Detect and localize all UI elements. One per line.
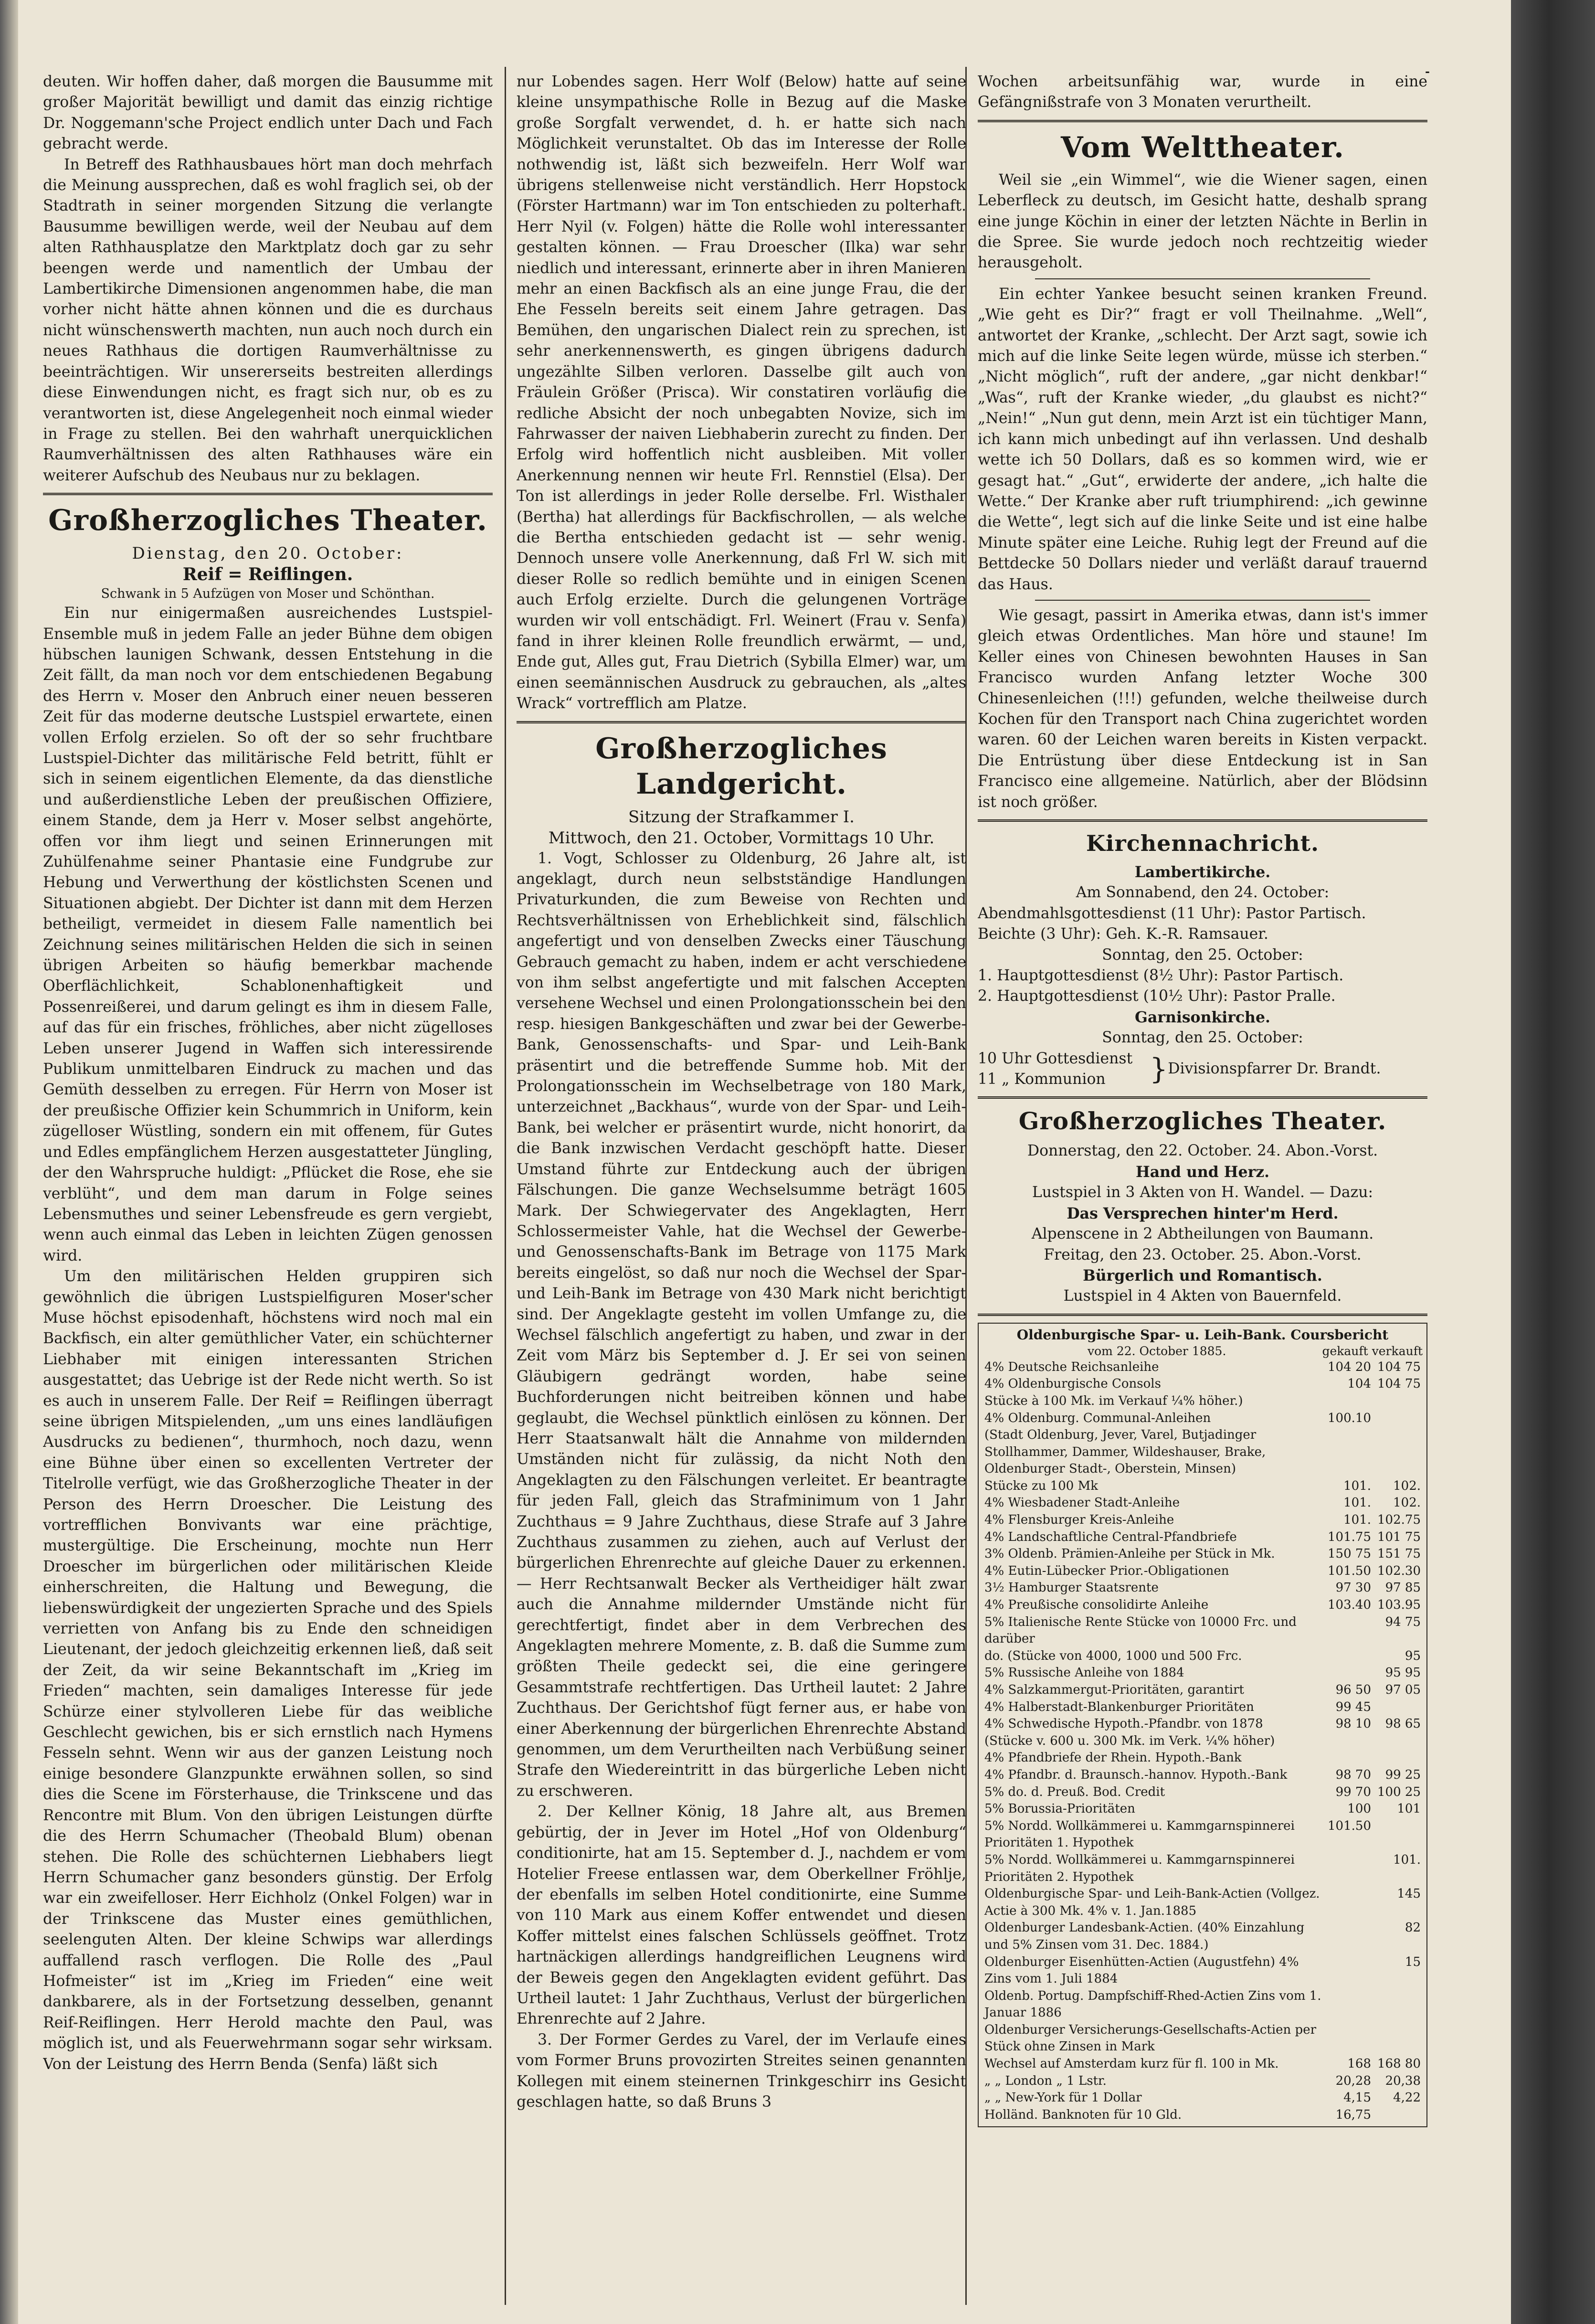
course-bought: 101. xyxy=(1343,1496,1371,1510)
course-name: Wechsel auf Amsterdam kurz für fl. 100 in Mk. xyxy=(984,2057,1279,2071)
church-garnison-services xyxy=(978,1049,1427,1090)
course-name: 5% Nordd. Wollkämmerei u. Kammgarnspinnerei Prioritäten 1. Hypothek xyxy=(984,1818,1295,1850)
course-sold: 97 05 xyxy=(1385,1683,1421,1697)
section-divider xyxy=(43,493,493,495)
church-service-line: 10 Uhr Gottesdienst xyxy=(978,1050,1133,1067)
course-bought: 150 75 xyxy=(1328,1547,1371,1561)
course-row xyxy=(982,1529,1423,1546)
welttheater-heading: Vom Welttheater. xyxy=(1061,130,1344,164)
church-service-line: 11 „ Kommunion xyxy=(978,1071,1106,1088)
course-report-date: vom 22. October 1885. xyxy=(1088,1344,1226,1358)
course-row xyxy=(982,1580,1423,1597)
course-name: Oldenburger Versicherungs-Gesellschafts-Actien per Stück ohne Zinsen in Mark xyxy=(984,2022,1317,2054)
brace-glyph: } xyxy=(1150,1052,1168,1086)
course-col-sold: verkauft xyxy=(1372,1344,1423,1358)
course-row xyxy=(982,1427,1423,1478)
course-report-title: Oldenburgische Spar- u. Leih-Bank. Coursbericht xyxy=(1016,1326,1389,1343)
welttheater-item-2: Ein echter Yankee besucht seinen kranken Freund. „Wie geht es Dir?“ fragt er voll Theilnahme. „Well“, antwortet der Kranke, „schlecht. Der Arzt sagt, sowie ich mich auf die linke Seite legen würde, müsse ich sterben.“ „Nicht möglich“, ruft der andere, „gar nicht denkbar!“ „Was“, ruft der Kranke wieder, „du glaubst es nicht?“ „Nein!“ „Nun gut denn, mein Arzt ist ein tüchtiger Mann, ich kann mich unbedingt auf ihn verlassen. Und deshalb wette ich 50 Dollars, daß es so kommen wird, wie er gesagt hat.“ „Gut“, erwiderte der andere, „ich halte die Wette.“ Der Kranke aber ruft triumphirend: „ich gewinne die Wette“, legt sich auf die linke Seite und ist eine halbe Minute später eine Leiche. Ruhig legt der Freund auf die Bettdecke 50 Dollars nieder und verläßt darauf trauernd das Haus. xyxy=(978,285,1427,593)
course-row xyxy=(982,1665,1423,1682)
course-row xyxy=(982,1818,1423,1852)
course-bought xyxy=(1323,1954,1373,1988)
course-sold: 95 95 xyxy=(1385,1666,1421,1680)
course-sold: 99 25 xyxy=(1385,1767,1421,1782)
course-col-bought: gekauft xyxy=(1322,1344,1368,1358)
course-bought xyxy=(1323,2022,1373,2056)
course-name: 5% do. d. Preuß. Bod. Credit xyxy=(984,1784,1165,1799)
course-name: (Stücke v. 600 u. 300 Mk. im Verk. ¼% höher) xyxy=(984,1733,1275,1748)
theater-announcement-play: Hand und Herz. xyxy=(1135,1163,1270,1181)
theater-review-1: Ein nur einigermaßen ausreichendes Lustspiel-Ensemble muß in jedem Falle an jeder Bühne dem obigen hübschen launigen Schwank, dessen Entstehung in die Zeit fällt, da man noch vor dem entschiedenen Begabung des Herrn v. Moser den Anbruch einer neuen besseren Zeit für das moderne deutsche Lustspiel erwartete, einen vollen Erfolg erzielen. So oft der so sehr fruchtbare Lustspiel-Dichter das militärische Feld betritt, fühlt er sich in seinem eigentlichen Elemente, da das dienstliche und außerdienstliche Leben der preußischen Offiziere, einem Stande, dem ja Herr v. Moser selbst angehörte, offen vor ihm liegt und seinen Erinnerungen mit Zuhülfenahme seiner Phantasie eine Fundgrube zur Hebung und Verwerthung der köstlichsten Scenen und Situationen abgiebt. Der Dichter ist dann mit dem Herzen betheiligt, vermeidet in diesem Falle namentlich bei Zeichnung seines militärischen Helden die sich in seinen übrigen Arbeiten so häufig bemerkbar machende Oberflächlichkeit, Schablonenhaftigkeit und Possenreißerei, und darum gelingt es ihm in diesem Falle, auf das für ein frisches, fröhliches, aber nicht zügelloses Leben unserer Jugend in Waffen sich interessirende Publikum unmittelbaren Eindruck zu machen und das Gemüth desselben zu erregen. Für Herrn von Moser ist der preußische Offizier kein Schummrich in Uniform, kein zügelloser Wüstling, sondern ein mit offenem, für Gutes und Edles empfänglichem Herzen ausgestatteter Jüngling, der den Wahrspruche huldigt: „Pflücket die Rose, ehe sie verblüht“, und dem man darum in Folge seines Lebensmuthes und seiner Lebensfreude es gern vergiebt, wenn auch einmal das Leben in leichten Zügen genossen wird. xyxy=(43,605,493,1264)
course-name: 4% Flensburger Kreis-Anleihe xyxy=(984,1513,1174,1528)
course-sold xyxy=(1373,1733,1423,1750)
course-name: Stücke à 100 Mk. im Verkauf ¼% höher.) xyxy=(984,1393,1243,1408)
course-name: 4% Halberstadt-Blankenburger Prioritäten xyxy=(984,1699,1254,1714)
course-bought: 4,15 xyxy=(1343,2091,1371,2105)
item-divider xyxy=(1035,600,1370,601)
section-divider xyxy=(978,1096,1427,1099)
course-row xyxy=(982,2090,1423,2107)
course-bought xyxy=(1323,1648,1373,1665)
course-name: 4% Salzkammergut-Prioritäten, garantirt xyxy=(984,1683,1244,1697)
theater-play-subtitle: Schwank in 5 Aufzügen von Moser und Schönthan. xyxy=(101,586,435,602)
church-name-lamberti: Lambertikirche. xyxy=(1134,863,1271,881)
course-name: Oldenburger Landesbank-Actien. (40% Einzahlung und 5% Zinsen vom 31. Dec. 1884.) xyxy=(984,1921,1305,1952)
course-name: 4% Oldenburg. Communal-Anleihen xyxy=(984,1411,1211,1425)
course-name: Stücke zu 100 Mk xyxy=(984,1478,1098,1493)
course-name: „ „ New-York für 1 Dollar xyxy=(984,2091,1142,2105)
course-row xyxy=(982,1716,1423,1733)
course-sold: 94 75 xyxy=(1385,1614,1421,1629)
theater-review-continued: nur Lobendes sagen. Herr Wolf (Below) hatte auf seine kleine unsympathische Rolle in Bezug auf die Maske große Sorgfalt verwendet, d. h. er hatte sich nach Möglichkeit verunstaltet. Ob das im Interesse der Rolle nothwendig ist, läßt sich bezweifeln. Herr Wolf war übrigens stellenweise nicht verständlich. Herr Hopstock (Förster Hartmann) war im Ton entschieden zu polterhaft. Herr Nyil (v. Folgen) hätte die Rolle wohl interessanter gestalten können. — Frau Droescher (Ilka) war sehr niedlich und interessant, erinnerte aber in ihren Manieren mehr an einen Backfisch als an eine junge Frau, die der Ehe Fesseln bereits seit einem Jahre getragen. Das Bemühen, den ungarischen Dialect rein zu sprechen, ist sehr anerkennenswerth, es gingen übrigens dadurch ungezählte Silben verloren. Dasselbe gilt auch von Fräulein Größer (Prisca). Wir constatiren vorläufig die redliche Absicht der noch unbegabten Novize, sich im Fahrwasser der naiven Liebhaberin zurecht zu finden. Der Erfolg wird hoffentlich nicht ausbleiben. Mit voller Anerkennung nennen wir heute Frl. Rennstiel (Elsa). Der Ton ist allerdings in jeder Rolle derselbe. Frl. Wisthaler (Bertha) hat allerdings für Backfischrollen, — als welche die Bertha entschieden gedacht ist — sehr wenig. Dennoch unsere volle Anerkennung, daß Frl W. sich mit dieser Rolle so redlich bemühte und in einigen Scenen auch Erfolg erzielte. Durch die gelungenen Vorträge wurden wir voll entschädigt. Frl. Weinert (Frau v. Senfa) fand in ihrer kleinen Rolle freundlich erwärmt, — und, Ende gut, Alles gut, Frau Dietrich (Sybilla Elmer) war, um einen seemännischen Ausdruck zu gebrauchen, als „altes Wrack“ vortrefflich am Platze. xyxy=(517,73,966,712)
theater-announcement-line: Lustspiel in 4 Akten von Bauernfeld. xyxy=(1063,1287,1342,1305)
course-row xyxy=(982,1682,1423,1699)
course-sold xyxy=(1373,1988,1423,2022)
church-service-preacher: Divisionspfarrer Dr. Brandt. xyxy=(1168,1060,1381,1078)
course-name: 4% Landschaftliche Central-Pfandbriefe xyxy=(984,1529,1237,1544)
course-row xyxy=(982,1614,1423,1648)
landgericht-date: Mittwoch, den 21. October, Vormittags 10 Uhr. xyxy=(548,828,935,848)
section-divider xyxy=(978,120,1427,122)
column-3 xyxy=(978,72,1427,2305)
course-bought: 100 xyxy=(1347,1802,1371,1816)
course-row xyxy=(982,1597,1423,1614)
course-sold xyxy=(1373,2022,1423,2056)
column-rule-1 xyxy=(505,67,506,2305)
book-binding xyxy=(1511,0,1595,2324)
church-service-line: 2. Hauptgottesdienst (10½ Uhr): Pastor Pralle. xyxy=(978,987,1336,1005)
course-sold: 102.30 xyxy=(1377,1563,1421,1578)
court-case-3-continued: Wochen arbeitsunfähig war, wurde in eine Gefängnißstrafe von 3 Monaten verurtheilt. xyxy=(978,73,1427,111)
course-row xyxy=(982,1733,1423,1750)
course-bought xyxy=(1323,1852,1373,1886)
article-rathhausbau: In Betreff des Rathhausbaues hört man doch mehrfach die Meinung aussprechen, daß es wohl fraglich sei, ob der Stadtrath in seiner morgenden Sitzung die verlangte Bausumme bewilligen werde, weil der Neubau auf dem alten Rathhausplatze den Marktplatz doch gar zu sehr beengen werde und namentlich der Umbau der Lambertikirche Dimensionen angenommen habe, die man vorher nicht hätte ahnen können und die es durchaus nicht wünschenswerth machten, nun auch noch durch ein neues Rathhaus die dortigen Raumverhältnisse zu beeinträchtigen. Wir unsererseits bestreiten allerdings diese Einwendungen nicht, es fragt sich nur, ob es zu verantworten ist, diese Angelegenheit noch einmal wieder in Frage zu stellen. Bei den wahrhaft unerquicklichen Raumverhältnissen des alten Rathhauses wäre ein weiterer Aufschub des Neubaus nur zu beklagen. xyxy=(43,156,493,484)
course-bought xyxy=(1323,1393,1373,1410)
theater-announcement-line: Lustspiel in 3 Akten von H. Wandel. — Dazu: xyxy=(1032,1184,1373,1201)
theater-announcement-line: Freitag, den 23. October. 25. Abon.-Vorst. xyxy=(1044,1246,1362,1263)
landgericht-heading: Großherzogliches Landgericht. xyxy=(595,732,887,801)
course-bought: 103.40 xyxy=(1328,1598,1371,1613)
course-row xyxy=(982,2073,1423,2090)
course-name: 4% Oldenburgische Consols xyxy=(984,1377,1161,1391)
court-case-2: 2. Der Kellner König, 18 Jahre alt, aus Bremen gebürtig, der in Jever im Hotel „Hof von Oldenburg“ conditionirte, hat am 15. September d. J., nachdem er vom Hotelier Freese entlassen war, dem Oberkellner Fröhlje, der ebenfalls im selben Hotel conditionirte, eine Summe von 110 Mark aus einem Koffer entwendet und diesen Koffer mittelst eines falschen Schlüssels geöffnet. Trotz hartnäckigen allerdings handgreiflichen Leugnens wird der Beweis gegen den Angeklagten evident geführt. Das Urtheil lautet: 1 Jahr Zuchthaus, Verlust der bürgerlichen Ehrenrechte auf 2 Jahre. xyxy=(517,1803,966,2028)
course-name: 5% Russische Anleihe von 1884 xyxy=(984,1666,1184,1680)
course-bought: 101.50 xyxy=(1328,1563,1371,1578)
article-intro: deuten. Wir hoffen daher, daß morgen die Bausumme mit großer Majorität bewilligt und damit das einzig richtige Dr. Noggemann'sche Project endlich unter Dach und Fach gebracht werde. xyxy=(43,73,493,153)
course-row xyxy=(982,1393,1423,1410)
course-row xyxy=(982,1376,1423,1393)
course-row xyxy=(982,1767,1423,1784)
theater-heading: Großherzogliches Theater. xyxy=(48,504,487,538)
welttheater-item-1: Weil sie „ein Wimmel“, wie die Wiener sagen, einen Leberfleck zu deutsch, im Gesicht hatte, deshalb sprang eine junge Köchin in einer der letzten Nächte in Berlin in die Spree. Sie wurde jedoch noch rechtzeitig wieder herausgeholt. xyxy=(978,171,1427,272)
course-row xyxy=(982,1512,1423,1529)
course-bought xyxy=(1323,1427,1373,1478)
course-row xyxy=(982,2022,1423,2056)
course-sold: 101 75 xyxy=(1377,1529,1421,1544)
course-name: 3% Oldenb. Prämien-Anleihe per Stück in Mk. xyxy=(984,1547,1275,1561)
course-sold: 4,22 xyxy=(1393,2091,1421,2105)
course-name: Oldenburger Eisenhütten-Actien (Augustfehn) 4% Zins vom 1. Juli 1884 xyxy=(984,1954,1299,1986)
course-row xyxy=(982,2107,1423,2124)
course-name: Oldenb. Portug. Dampfschiff-Rhed-Actien Zins vom 1. Januar 1886 xyxy=(984,1988,1321,2020)
page-gutter-shadow xyxy=(0,0,18,2324)
course-bought xyxy=(1323,1733,1373,1750)
theater-review-2: Um den militärischen Helden gruppiren sich gewöhnlich die übrigen Lustspielfiguren Moser'scher Muse höchst episodenhaft, höchstens wird noch mal ein Backfisch, ein alter gemüthlicher Vater, ein schüchterner Liebhaber mit einigen interessanten Strichen ausgestattet; das Uebrige ist der Rede nicht werth. So ist es auch in unserem Falle. Der Reif = Reiflingen überragt seine übrigen Mitspielenden, „um uns eines landläufigen Ausdrucks zu bedienen“, thurmhoch, noch dazu, wenn eine Bühne über einen so excellenten Vertreter der Titelrolle verfügt, wie das Großherzogliche Theater in der Person des Herrn Droescher. Die Leistung des vortrefflichen Bonvivants war eine prächtige, mustergültige. Die Erscheinung, mochte nun Herr Droescher im bürgerlichen oder militärischen Kleide einherschreiten, die Haltung und Bewegung, die liebenswürdigkeit der ungezierten Sprache und des Spiels verrietten von Anfang bis zu Ende den schneidigen Lieutenant, der jedoch gleichzeitig erkennen ließ, daß seit der Zeit, da wir seine Bekanntschaft im „Krieg im Frieden“ machten, sein damaliges Interesse für jede Schürze einer stylvolleren Liebe für das weibliche Geschlecht gewichen, bis er sich ernstlich nach Hymens Fesseln sehnt. Wenn wir aus der ganzen Leistung noch einige besondere Glanzpunkte erwähnen sollen, so sind dies die Scene im Försterhause, die Trinkscene und das Rencontre mit Blum. Von den übrigen Leistungen dürfte die des Herrn Schumacher (Theobald Blum) obenan stehen. Die Rolle des schüchternen Liebhabers liegt Herrn Schumacher ganz besonders günstig. Der Erfolg war ein zweifelloser. Herr Eichholz (Onkel Folgen) war in der Trinkscene das Muster eines gemüthlichen, seelenguten Alten. Der kleine Schwips war allerdings auffallend rasch verflogen. Die Rolle des „Paul Hofmeister“ ist im „Krieg im Frieden“ eine weit dankbarere, als in der Fortsetzung desselben, genannt Reif-Reiflingen. Herr Herold machte den Paul, was möglich ist, und als Feuerwehrmann sogar sehr wirksam. Von der Leistung des Herrn Benda (Senfa) läßt sich xyxy=(43,1268,493,2073)
course-row xyxy=(982,1852,1423,1886)
course-name: 4% Schwedische Hypoth.-Pfandbr. von 1878 xyxy=(984,1717,1263,1731)
theater-announcement-line: Alpenscene in 2 Abtheilungen von Baumann. xyxy=(1031,1225,1374,1243)
course-name: 5% Nordd. Wollkämmerei u. Kammgarnspinnerei Prioritäten 2. Hypothek xyxy=(984,1852,1295,1884)
welttheater-item-3: Wie gesagt, passirt in Amerika etwas, dann ist's immer gleich etwas Ordentliches. Man höre und staune! Im Keller eines von Chinesen bewohnten Hauses in San Francisco wurden Anfang letzter Woche 300 Chinesenleichen (!!!) gefunden, welche theilweise durch Kochen für den Transport nach China zugerichtet worden waren. 60 der Leichen waren bereits in Kisten verpackt. Die Entrüstung über diese Entdeckung ist in San Francisco eine allgemeine. Natürlich, aber der Blödsinn ist noch größer. xyxy=(978,606,1427,811)
course-bought: 20,28 xyxy=(1335,2073,1371,2088)
course-bought: 101. xyxy=(1343,1478,1371,1493)
course-bought xyxy=(1323,1988,1373,2022)
course-bought: 101.75 xyxy=(1328,1529,1371,1544)
course-name: do. (Stücke von 4000, 1000 und 500 Frc. xyxy=(984,1648,1242,1663)
course-sold: 103.95 xyxy=(1377,1598,1421,1613)
course-name: 4% Pfandbr. d. Braunsch.-hannov. Hypoth.-Bank xyxy=(984,1767,1288,1782)
course-sold xyxy=(1373,1818,1423,1852)
course-sold: 104 75 xyxy=(1377,1359,1421,1374)
course-sold: 101. xyxy=(1393,1852,1421,1867)
course-name: 5% Borussia-Prioritäten xyxy=(984,1802,1135,1816)
court-case-3: 3. Der Former Gerdes zu Varel, der im Verlaufe eines vom Former Bruns provozirten Streites seinen genannten Kollegen mit einem steinernen Trinkgeschirr ins Gesicht geschlagen hatte, so daß Bruns 3 xyxy=(517,2031,966,2111)
course-sold: 100 25 xyxy=(1377,1784,1421,1799)
course-row xyxy=(982,1648,1423,1665)
course-sold xyxy=(1373,1410,1423,1427)
course-sold: 145 xyxy=(1397,1887,1421,1901)
section-divider xyxy=(517,721,966,723)
column-2 xyxy=(517,72,966,2305)
church-service-line: Beichte (3 Uhr): Geh. K.-R. Ramsauer. xyxy=(978,925,1268,943)
course-report-subhead xyxy=(982,1344,1423,1359)
course-row xyxy=(982,1954,1423,1988)
course-name: Holländ. Banknoten für 10 Gld. xyxy=(984,2107,1182,2122)
course-name: 4% Preußische consolidirte Anleihe xyxy=(984,1598,1209,1613)
course-name: 4% Pfandbriefe der Rhein. Hypoth.-Bank xyxy=(984,1751,1242,1765)
course-bought: 168 xyxy=(1347,2057,1371,2071)
course-name: 5% Italienische Rente Stücke von 10000 Frc. und darüber xyxy=(984,1614,1297,1646)
kirchennachricht-heading: Kirchennachricht. xyxy=(1086,830,1319,856)
course-bought xyxy=(1323,1614,1373,1648)
course-bought: 98 10 xyxy=(1335,1717,1371,1731)
course-row xyxy=(982,1495,1423,1512)
course-row xyxy=(982,1784,1423,1801)
church-sunday: Sonntag, den 25. October: xyxy=(1102,946,1303,964)
course-bought: 16,75 xyxy=(1335,2107,1371,2122)
theater-announcement-play: Das Versprechen hinter'm Herd. xyxy=(1067,1204,1339,1222)
course-row xyxy=(982,1563,1423,1580)
course-sold: 98 65 xyxy=(1385,1717,1421,1731)
course-bought xyxy=(1323,1920,1373,1953)
court-case-1: 1. Vogt, Schlosser zu Oldenburg, 26 Jahre alt, ist angeklagt, durch neun selbstständige Handlungen Privaturkunden, die zum Beweise von Rechten und Rechtsverhältnissen von Erheblichkeit sind, fälschlich angefertigt und von denselben Zwecks einer Täuschung Gebrauch gemacht zu haben, indem er acht verschiedene von ihm selbst angefertigte und mit falschen Accepten versehene Wechsel und einen Prolongationsschein bei den resp. hiesigen Bankgeschäften und zwar bei der Gewerbe-Bank, Genossenschafts- und Spar- und Leih-Bank präsentirt und die betreffende Summe hob. Mit der Prolongationsschein im Wechselbetrage von 180 Mark, unterzeichnet „Backhaus“, wurde von der Spar- und Leih-Bank, bei welcher er präsentirt wurde, nicht honorirt, da die Bank inzwischen Verdacht geschöpft hatte. Dieser Umstand führte zur Entdeckung auch der übrigen Fälschungen. Die ganze Wechselsumme beträgt 1605 Mark. Der Schwiegervater des Angeklagten, Herr Schlossermeister Vahle, hat die Wechsel der Gewerbe- und Genossenschafts-Bank im Betrage von 1175 Mark bereits eingelöst, so daß nur noch die Wechsel der Spar- und Leih-Bank im Betrage von 430 Mark nicht berichtigt sind. Der Angeklagte gesteht im vollen Umfange zu, die Wechsel fälschlich angefertigt zu haben, und zwar in der Zeit vom März bis September d. J. Er sei von seinen Gläubigern gedrängt worden, habe seine Buchforderungen nicht beitreiben können und habe geglaubt, die Wechsel pünktlich einlösen zu können. Der Herr Staatsanwalt hält die Annahme von mildernden Umständen nicht für zulässig, da nicht Noth den Angeklagten zu den Fälschungen verleitet. Er beantragte für jeden Fall, gleich das Strafminimum von 1 Jahr Zuchthaus = 9 Jahre Zuchthaus, diese Strafe auf 3 Jahre Zuchthaus zusammen zu ziehen, auch auf Verlust der bürgerlichen Ehrenrechte auf gleiche Dauer zu erkennen. — Herr Rechtsanwalt Becker als Vertheidiger hält zwar auch die Annahme mildernder Umstände nicht für gerechtfertigt, findet aber in dem Verbrechen des Angeklagten mehrere Momente, z. B. daß die Summe zum größten Theile gedeckt sei, die eine geringere Gesammtstrafe rechtfertigen. Das Urtheil lautet: 2 Jahre Zuchthaus. Der Gerichtshof fügt ferner aus, er habe von einer Aberkennung der bürgerlichen Ehrenrechte Abstand genommen, um dem Verurtheilten nach Verbüßung seiner Strafe den Wiedereintritt in das bürgerliche Leben nicht zu erschweren. xyxy=(517,849,966,1800)
course-bought: 104 20 xyxy=(1328,1359,1371,1374)
church-name-garnison: Garnisonkirche. xyxy=(1135,1008,1270,1026)
church-sunday-2: Sonntag, den 25. October: xyxy=(1102,1029,1303,1047)
course-name: 4% Deutsche Reichsanleihe xyxy=(984,1359,1159,1374)
church-service-line: 1. Hauptgottesdienst (8½ Uhr): Pastor Partisch. xyxy=(978,967,1344,985)
course-name: 4% Eutin-Lübecker Prior.-Obligationen xyxy=(984,1563,1229,1578)
course-row xyxy=(982,1699,1423,1716)
course-bought: 101.50 xyxy=(1328,1818,1371,1833)
item-divider xyxy=(1035,278,1370,279)
course-row xyxy=(982,1750,1423,1767)
section-divider xyxy=(978,1314,1427,1316)
course-bought xyxy=(1323,1665,1373,1682)
theater-play-title: Reif = Reiflingen. xyxy=(182,564,353,585)
course-sold xyxy=(1373,1699,1423,1716)
course-sold: 97 85 xyxy=(1385,1581,1421,1595)
course-bought: 96 50 xyxy=(1335,1683,1371,1697)
page-mark: - xyxy=(1425,64,1430,78)
course-row xyxy=(982,1801,1423,1818)
course-sold: 15 xyxy=(1405,1954,1421,1969)
course-sold: 102. xyxy=(1393,1496,1421,1510)
course-row xyxy=(982,2056,1423,2073)
column-1 xyxy=(43,72,493,2305)
course-sold: 151 75 xyxy=(1377,1547,1421,1561)
course-bought: 104 xyxy=(1347,1377,1371,1391)
course-bought: 99 70 xyxy=(1335,1784,1371,1799)
course-row xyxy=(982,1886,1423,1920)
course-row xyxy=(982,1988,1423,2022)
church-saturday: Am Sonnabend, den 24. October: xyxy=(1076,884,1330,902)
course-name: (Stadt Oldenburg, Jever, Varel, Butjadinger Stollhammer, Dammer, Wildeshauser, Brake, Oldenburger Stadt-, Oberstein, Minsen) xyxy=(984,1428,1266,1476)
course-sold: 102. xyxy=(1393,1478,1421,1493)
course-sold xyxy=(1373,1427,1423,1478)
course-bought: 98 70 xyxy=(1335,1767,1371,1782)
course-sold: 101 xyxy=(1397,1802,1421,1816)
course-sold xyxy=(1373,1393,1423,1410)
theater-announcement-line: Donnerstag, den 22. October. 24. Abon.-Vorst. xyxy=(1027,1142,1378,1160)
course-bought: 97 30 xyxy=(1335,1581,1371,1595)
course-name: „ „ London „ 1 Lstr. xyxy=(984,2073,1107,2088)
course-bought xyxy=(1323,1886,1373,1920)
course-name: Oldenburgische Spar- und Leih-Bank-Actien (Vollgez. Actie à 300 Mk. 4% v. 1. Jan.1885 xyxy=(984,1887,1320,1918)
theater-date: Dienstag, den 20. October: xyxy=(132,544,404,563)
theater-announcement-play: Bürgerlich und Romantisch. xyxy=(1083,1266,1322,1284)
course-row xyxy=(982,1410,1423,1427)
course-sold: 95 xyxy=(1405,1648,1421,1663)
course-row xyxy=(982,1546,1423,1563)
course-row xyxy=(982,1920,1423,1953)
course-name: 3½ Hamburger Staatsrente xyxy=(984,1581,1159,1595)
course-report-box xyxy=(978,1323,1427,2128)
course-bought: 101. xyxy=(1343,1513,1371,1528)
course-row xyxy=(982,1478,1423,1495)
course-table xyxy=(982,1359,1423,2124)
course-sold: 168 80 xyxy=(1377,2057,1421,2071)
section-divider xyxy=(978,819,1427,822)
course-name: 4% Wiesbadener Stadt-Anleihe xyxy=(984,1496,1180,1510)
course-report-cols xyxy=(1322,1344,1423,1359)
course-bought: 100.10 xyxy=(1328,1411,1371,1425)
course-sold xyxy=(1373,1750,1423,1767)
course-bought: 99 45 xyxy=(1335,1699,1371,1714)
course-sold: 102.75 xyxy=(1377,1513,1421,1528)
course-sold xyxy=(1373,2107,1423,2124)
church-service-line: Abendmahlsgottesdienst (11 Uhr): Pastor Partisch. xyxy=(978,904,1366,922)
course-row xyxy=(982,1359,1423,1376)
course-sold: 82 xyxy=(1405,1921,1421,1935)
theater-announcement-heading: Großherzogliches Theater. xyxy=(1018,1107,1387,1135)
course-sold: 20,38 xyxy=(1385,2073,1421,2088)
landgericht-subtitle: Sitzung der Strafkammer I. xyxy=(628,807,855,827)
course-sold: 104 75 xyxy=(1377,1377,1421,1391)
course-bought xyxy=(1323,1750,1373,1767)
